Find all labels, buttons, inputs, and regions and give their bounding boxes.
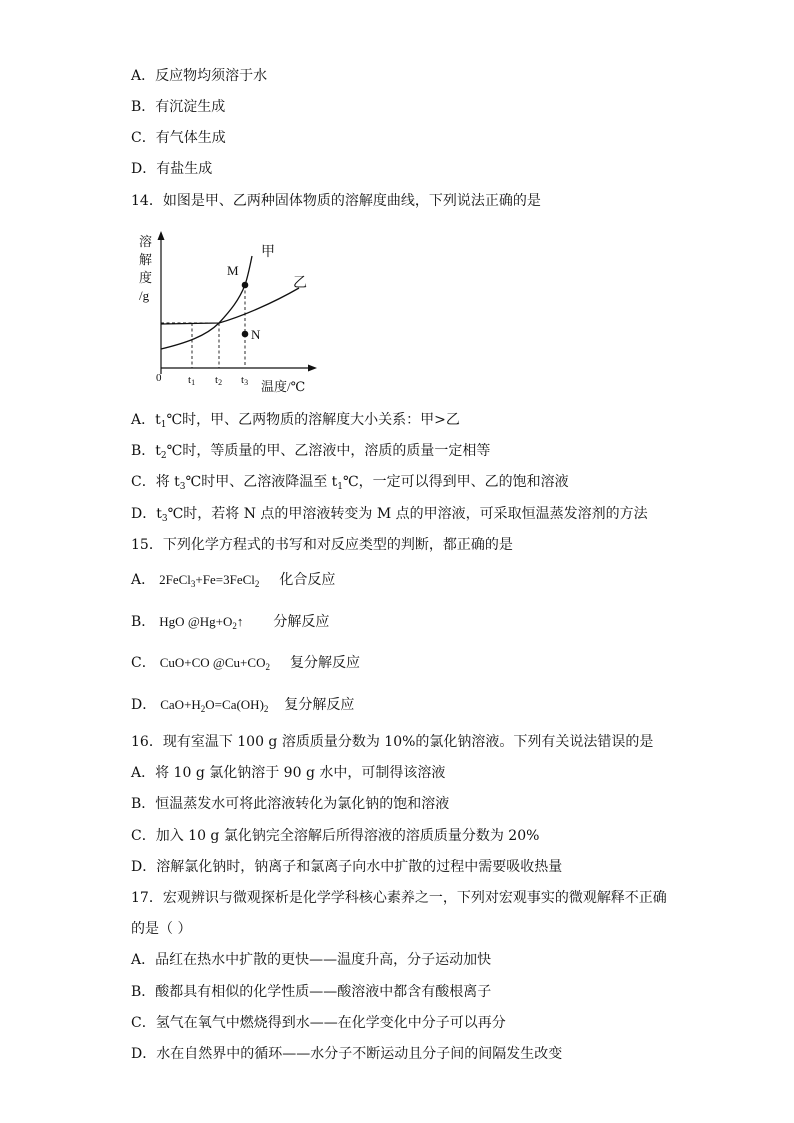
q16-option-a: A．将 10 g 氯化钠溶于 90 g 水中，可制得该溶液 xyxy=(131,765,446,781)
q15-option-b: B． HgO $@Hg+O_2↑$ 分解反应 xyxy=(131,614,330,631)
curve-yi-label: 乙 xyxy=(293,276,307,291)
tick-t2: t2 xyxy=(215,374,223,387)
q13-option-a: A．反应物均须溶于水 xyxy=(131,68,268,84)
q16-option-c: C．加入 10 g 氯化钠完全溶解后所得溶液的溶质质量分数为 20% xyxy=(131,828,540,844)
origin-label: 0 xyxy=(156,372,162,384)
point-n-label: N xyxy=(251,327,261,342)
q13-option-b: B．有沉淀生成 xyxy=(131,99,226,115)
q16-option-d: D．溶解氯化钠时，钠离子和氯离子向水中扩散的过程中需要吸收热量 xyxy=(131,859,563,875)
tick-t1: t1 xyxy=(188,374,196,387)
q13-option-c: C．有气体生成 xyxy=(131,130,226,146)
solubility-curve-figure xyxy=(131,228,331,398)
y-label-char-4: /g xyxy=(139,288,150,303)
curve-yi xyxy=(161,288,299,324)
q17-option-c: C．氢气在氧气中燃烧得到水——在化学变化中分子可以再分 xyxy=(131,1015,506,1031)
point-m-label: M xyxy=(227,263,239,278)
q17-option-b: B．酸都具有相似的化学性质——酸溶液中都含有酸根离子 xyxy=(131,984,492,1000)
q14-stem: 14．如图是甲、乙两种固体物质的溶解度曲线，下列说法正确的是 xyxy=(131,193,541,209)
q14-option-c: C．将 $t_3℃$时甲、乙溶液降温至 $t_1℃$，一定可以得到甲、乙的饱和溶液 xyxy=(131,474,569,492)
q16-option-b: B．恒温蒸发水可将此溶液转化为氯化钠的饱和溶液 xyxy=(131,796,450,812)
x-axis-arrow xyxy=(308,365,317,372)
q16-stem: 16．现有室温下 100 g 溶质质量分数为 10%的氯化钠溶液。下列有关说法错误的是 xyxy=(131,734,654,750)
q17-option-a: A．品红在热水中扩散的更快——温度升高，分子运动加快 xyxy=(131,952,492,968)
q15-option-a: A． 2FeCl$_3$+Fe=3FeCl$_2$ 化合反应 xyxy=(131,572,336,589)
y-axis-arrow xyxy=(158,231,165,240)
curve-jia-label: 甲 xyxy=(261,245,275,260)
q15-option-d: D． $CaO+H_2O=Ca(OH)_2$ 复分解反应 xyxy=(131,697,355,714)
y-label-char-1: 溶 xyxy=(139,234,153,249)
q17-stem-line1: 17．宏观辨识与微观探析是化学学科核心素养之一，下列对宏观事实的微观解释不正确 xyxy=(131,890,667,906)
q17-stem-line2: 的是（ ） xyxy=(131,921,192,937)
q14-option-b: B．$t_2℃$时，等质量的甲、乙溶液中，溶质的质量一定相等 xyxy=(131,443,491,461)
x-axis-label: 温度/℃ xyxy=(261,379,306,394)
y-label-char-3: 度 xyxy=(139,270,153,285)
point-n xyxy=(242,331,249,338)
q14-option-a: A．$t_1℃$时，甲、乙两物质的溶解度大小关系：甲>乙 xyxy=(131,412,460,430)
q13-option-d: D．有盐生成 xyxy=(131,161,213,177)
y-label-char-2: 解 xyxy=(139,252,153,267)
q15-stem: 15．下列化学方程式的书写和对反应类型的判断，都正确的是 xyxy=(131,537,513,553)
q17-option-d: D．水在自然界中的循环——水分子不断运动且分子间的间隔发生改变 xyxy=(131,1046,563,1062)
q15-option-c: C． CuO+CO $@Cu+CO_2$ 复分解反应 xyxy=(131,655,360,672)
q14-option-d: D．$t_3℃$时，若将 N 点的甲溶液转变为 M 点的甲溶液，可采取恒温蒸发溶剂的方法 xyxy=(131,506,648,524)
tick-t3: t3 xyxy=(241,374,249,387)
point-m xyxy=(242,282,249,289)
